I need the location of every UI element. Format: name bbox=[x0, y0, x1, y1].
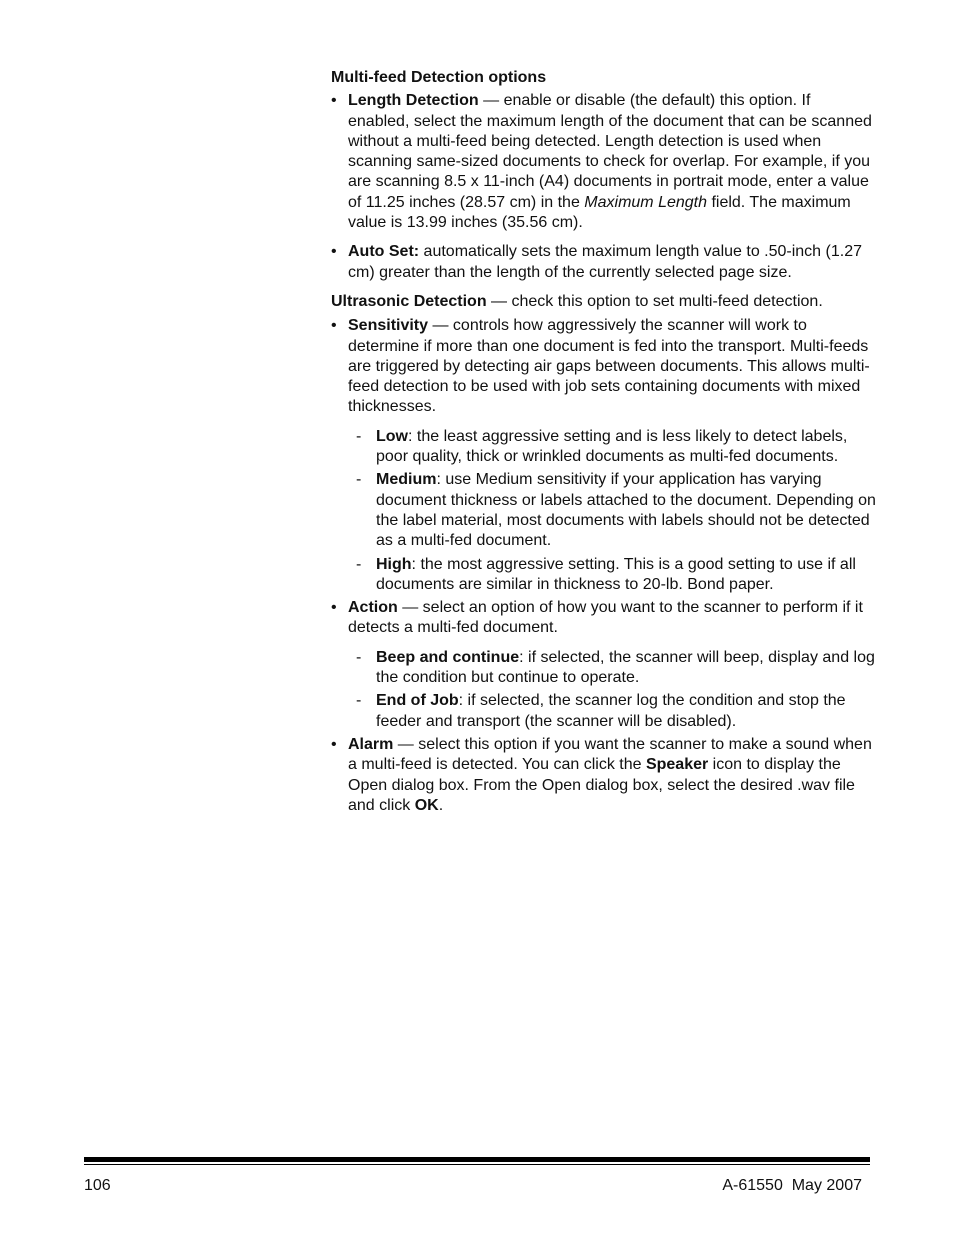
dash-mark: - bbox=[356, 427, 362, 445]
action-item: • Action — select an option of how you want to the scanner to perform if it detects a multi-fed document. bbox=[331, 599, 863, 637]
footer-rule-thick bbox=[84, 1157, 870, 1162]
bullet-mark: • bbox=[331, 243, 337, 261]
length-detection-item: • Length Detection — enable or disable (the default) this option. If enabled, select the maximum length of the document that can be scanned without a multi-feed being detected. Length detection is used when scanning same-sized documents to check for overlap. For example, if you are scanning 8.5 x 11-inch (A4) documents in portrait mode, enter a value of 11.25 inches (28.57 cm) in the Maximum Length field. The maximum value is 13.99 inches (35.56 cm). bbox=[331, 92, 872, 232]
main-content bbox=[331, 68, 876, 816]
dash-mark: - bbox=[356, 692, 362, 710]
sensitivity-high-option: - High: the most aggressive setting. This is a good setting to use if all documents are similar in thickness to 20-lb. Bond paper. bbox=[356, 555, 856, 593]
sensitivity-label: Sensitivity bbox=[348, 317, 429, 335]
speaker-term: Speaker bbox=[645, 756, 709, 774]
footer-rule bbox=[84, 1157, 870, 1166]
bullet-mark: • bbox=[331, 735, 337, 753]
ok-term: OK bbox=[414, 796, 439, 814]
maximum-length-field-name: Maximum Length bbox=[584, 193, 707, 211]
ultrasonic-detection-paragraph: Ultrasonic Detection — check this option to set multi-feed detection. bbox=[331, 292, 823, 310]
footer-rule-thin bbox=[84, 1164, 870, 1165]
dash-mark: - bbox=[356, 555, 362, 573]
ultrasonic-detection-label: Ultrasonic Detection bbox=[331, 292, 487, 310]
sensitivity-medium-option: - Medium: use Medium sensitivity if your application has varying document thickness or labels attached to the document. Depending on the label material, most documents with labels should not be detected as a multi-fed document. bbox=[356, 471, 876, 550]
alarm-item: • Alarm — select this option if you want the scanner to make a sound when a multi-feed is detected. You can click the Speaker icon to display the Open dialog box. From the Open dialog box, select the desired .wav file and click OK. bbox=[331, 735, 872, 814]
page-number: 106 bbox=[84, 1177, 111, 1194]
section-heading: Multi-feed Detection options bbox=[331, 69, 547, 86]
bullet-mark: • bbox=[331, 92, 337, 110]
dash-mark: - bbox=[356, 471, 362, 489]
action-end-of-job-option: - End of Job: if selected, the scanner log the condition and stop the feeder and transport (the scanner will be disabled). bbox=[356, 692, 846, 730]
sensitivity-item: • Sensitivity — controls how aggressively the scanner will work to determine if more than one document is fed into the transport. Multi-feeds are triggered by detecting air gaps between documents. This allows multi-feed detection to be used with job sets containing documents with mixed thicknesses. bbox=[331, 317, 870, 416]
bullet-mark: • bbox=[331, 599, 337, 617]
action-beep-option: - Beep and continue: if selected, the scanner will beep, display and log the condition but continue to operate. bbox=[356, 648, 875, 687]
dash-mark: - bbox=[356, 648, 362, 666]
auto-set-label: Auto Set: bbox=[348, 243, 420, 261]
alarm-label: Alarm bbox=[348, 735, 394, 753]
document-id: A-61550 May 2007 bbox=[722, 1177, 862, 1194]
auto-set-item: • Auto Set: automatically sets the maximum length value to .50-inch (1.27 cm) greater than the length of the currently selected page size. bbox=[331, 243, 862, 281]
action-label: Action bbox=[348, 599, 398, 617]
length-detection-label: Length Detection bbox=[348, 92, 479, 110]
bullet-mark: • bbox=[331, 317, 337, 335]
sensitivity-low-option: - Low: the least aggressive setting and is less likely to detect labels, poor quality, thick or wrinkled documents as multi-fed documents. bbox=[356, 427, 848, 466]
